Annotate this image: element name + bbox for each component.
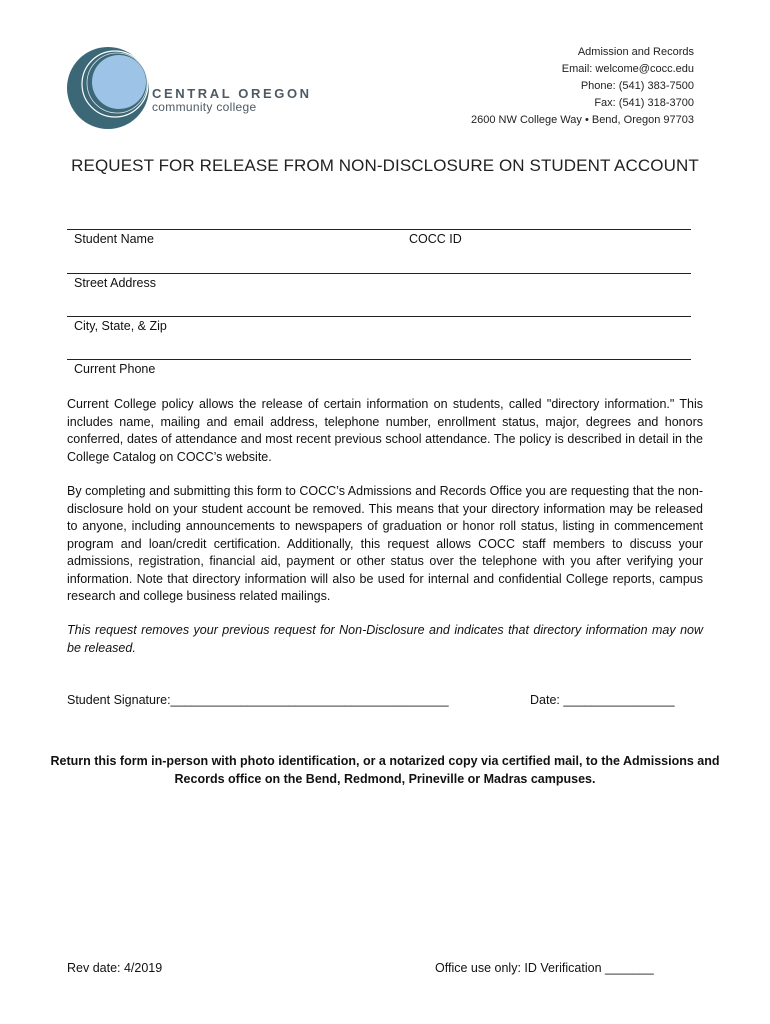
- contact-address: 2600 NW College Way • Bend, Oregon 97703: [471, 114, 694, 126]
- policy-paragraph: Current College policy allows the release of certain information on students, called "directory information." This includes name, mailing and email address, telephone number, enrollment status, major, degrees and honors conferred, dates of attendance and most recent previous school attendance. The policy is described in detail in the College Catalog on COCC’s website.: [67, 397, 703, 464]
- city-state-zip-label: City, State, & Zip: [74, 319, 167, 333]
- contact-email[interactable]: Email: welcome@cocc.edu: [561, 63, 694, 75]
- current-phone-line[interactable]: [67, 359, 691, 360]
- city-state-zip-line[interactable]: [67, 316, 691, 317]
- completing-paragraph: By completing and submitting this form to COCC’s Admissions and Records Office you are requesting that the non-disclosure hold on your student account be removed. This means that your directory information may be released to anyone, including announcements to newspapers of graduation or honor roll status, listing in commencement program and loan/credit certification. Additionally, this request allows COCC staff members to discuss your admissions, registration, financial aid, payment or other status over the telephone with you after verifying your information. Note that directory information will also be used for internal and confidential College reports, campus research and college business related mailings.: [67, 484, 703, 603]
- logo-subtitle: community college: [152, 100, 257, 114]
- contact-phone: Phone: (541) 383-7500: [580, 80, 694, 92]
- removes-paragraph: This request removes your previous request for Non-Disclosure and indicates that directory information may now be released.: [67, 623, 703, 655]
- contact-department: Admission and Records: [577, 46, 694, 58]
- date-field[interactable]: Date: ________________: [530, 693, 675, 707]
- contact-block: [471, 44, 694, 129]
- form-title: REQUEST FOR RELEASE FROM NON-DISCLOSURE ON STUDENT ACCOUNT: [71, 156, 699, 175]
- cocc-id-label: COCC ID: [409, 232, 462, 246]
- rev-date: Rev date: 4/2019: [67, 961, 163, 975]
- return-notice: Return this form in-person with photo identification, or a notarized copy via certified mail, to the Admissions and Records office on the Bend, Redmond, Prineville or Madras campuses.: [50, 754, 720, 786]
- current-phone-label: Current Phone: [74, 362, 156, 376]
- office-use-field: Office use only: ID Verification _______: [435, 961, 654, 975]
- college-logo: [66, 46, 312, 130]
- logo-name: CENTRAL OREGON: [152, 86, 312, 101]
- student-name-line[interactable]: [67, 229, 691, 230]
- college-logo-mark-icon: [66, 46, 150, 130]
- street-address-label: Street Address: [74, 276, 156, 290]
- student-name-label: Student Name: [74, 232, 154, 246]
- contact-fax: Fax: (541) 318-3700: [594, 97, 694, 109]
- student-signature-field[interactable]: Student Signature:________________________________________: [67, 693, 449, 707]
- street-address-line[interactable]: [67, 273, 691, 274]
